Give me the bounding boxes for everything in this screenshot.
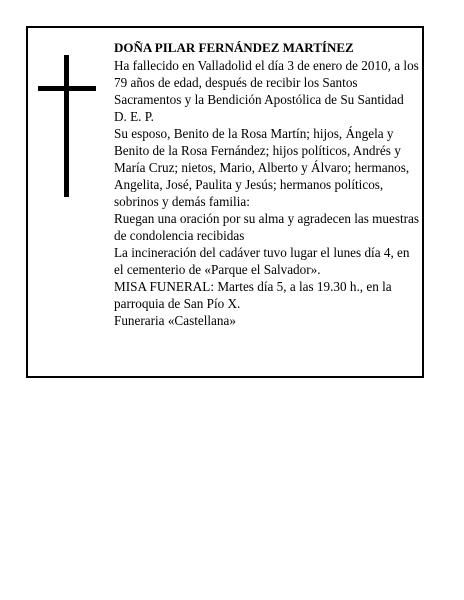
cremation-info: La incineración del cadáver tuvo lugar el lunes día 4, en el cementerio de «Parque el Salvador». [114,245,410,277]
notice-text-block [114,39,420,329]
funeral-home: Funeraria «Castellana» [114,313,236,328]
funeral-mass-info: MISA FUNERAL: Martes día 5, a las 19.30 h., en la parroquia de San Pío X. [114,279,392,311]
cross-horizontal-bar [38,86,96,91]
death-announcement: Ha fallecido en Valladolid el día 3 de enero de 2010, a los 79 años de edad, después de recibir los Santos Sacramentos y la Bendición Apostólica de Su Santidad [114,58,419,107]
rest-in-peace: D. E. P. [114,109,154,124]
cross-icon [38,55,96,197]
family-list: Su esposo, Benito de la Rosa Martín; hijos, Ángela y Benito de la Rosa Fernández; hijos políticos, Andrés y María Cruz; nietos, Mario, Alberto y Álvaro; hermanos, Angelita, José, Paulita y Jesús; hermanos políticos, sobrinos y demás familia: [114,126,410,209]
cross-vertical-bar [64,55,69,197]
deceased-name: DOÑA PILAR FERNÁNDEZ MARTÍNEZ [114,40,354,55]
prayer-request: Ruegan una oración por su alma y agradecen las muestras de condolencia recibidas [114,211,420,243]
